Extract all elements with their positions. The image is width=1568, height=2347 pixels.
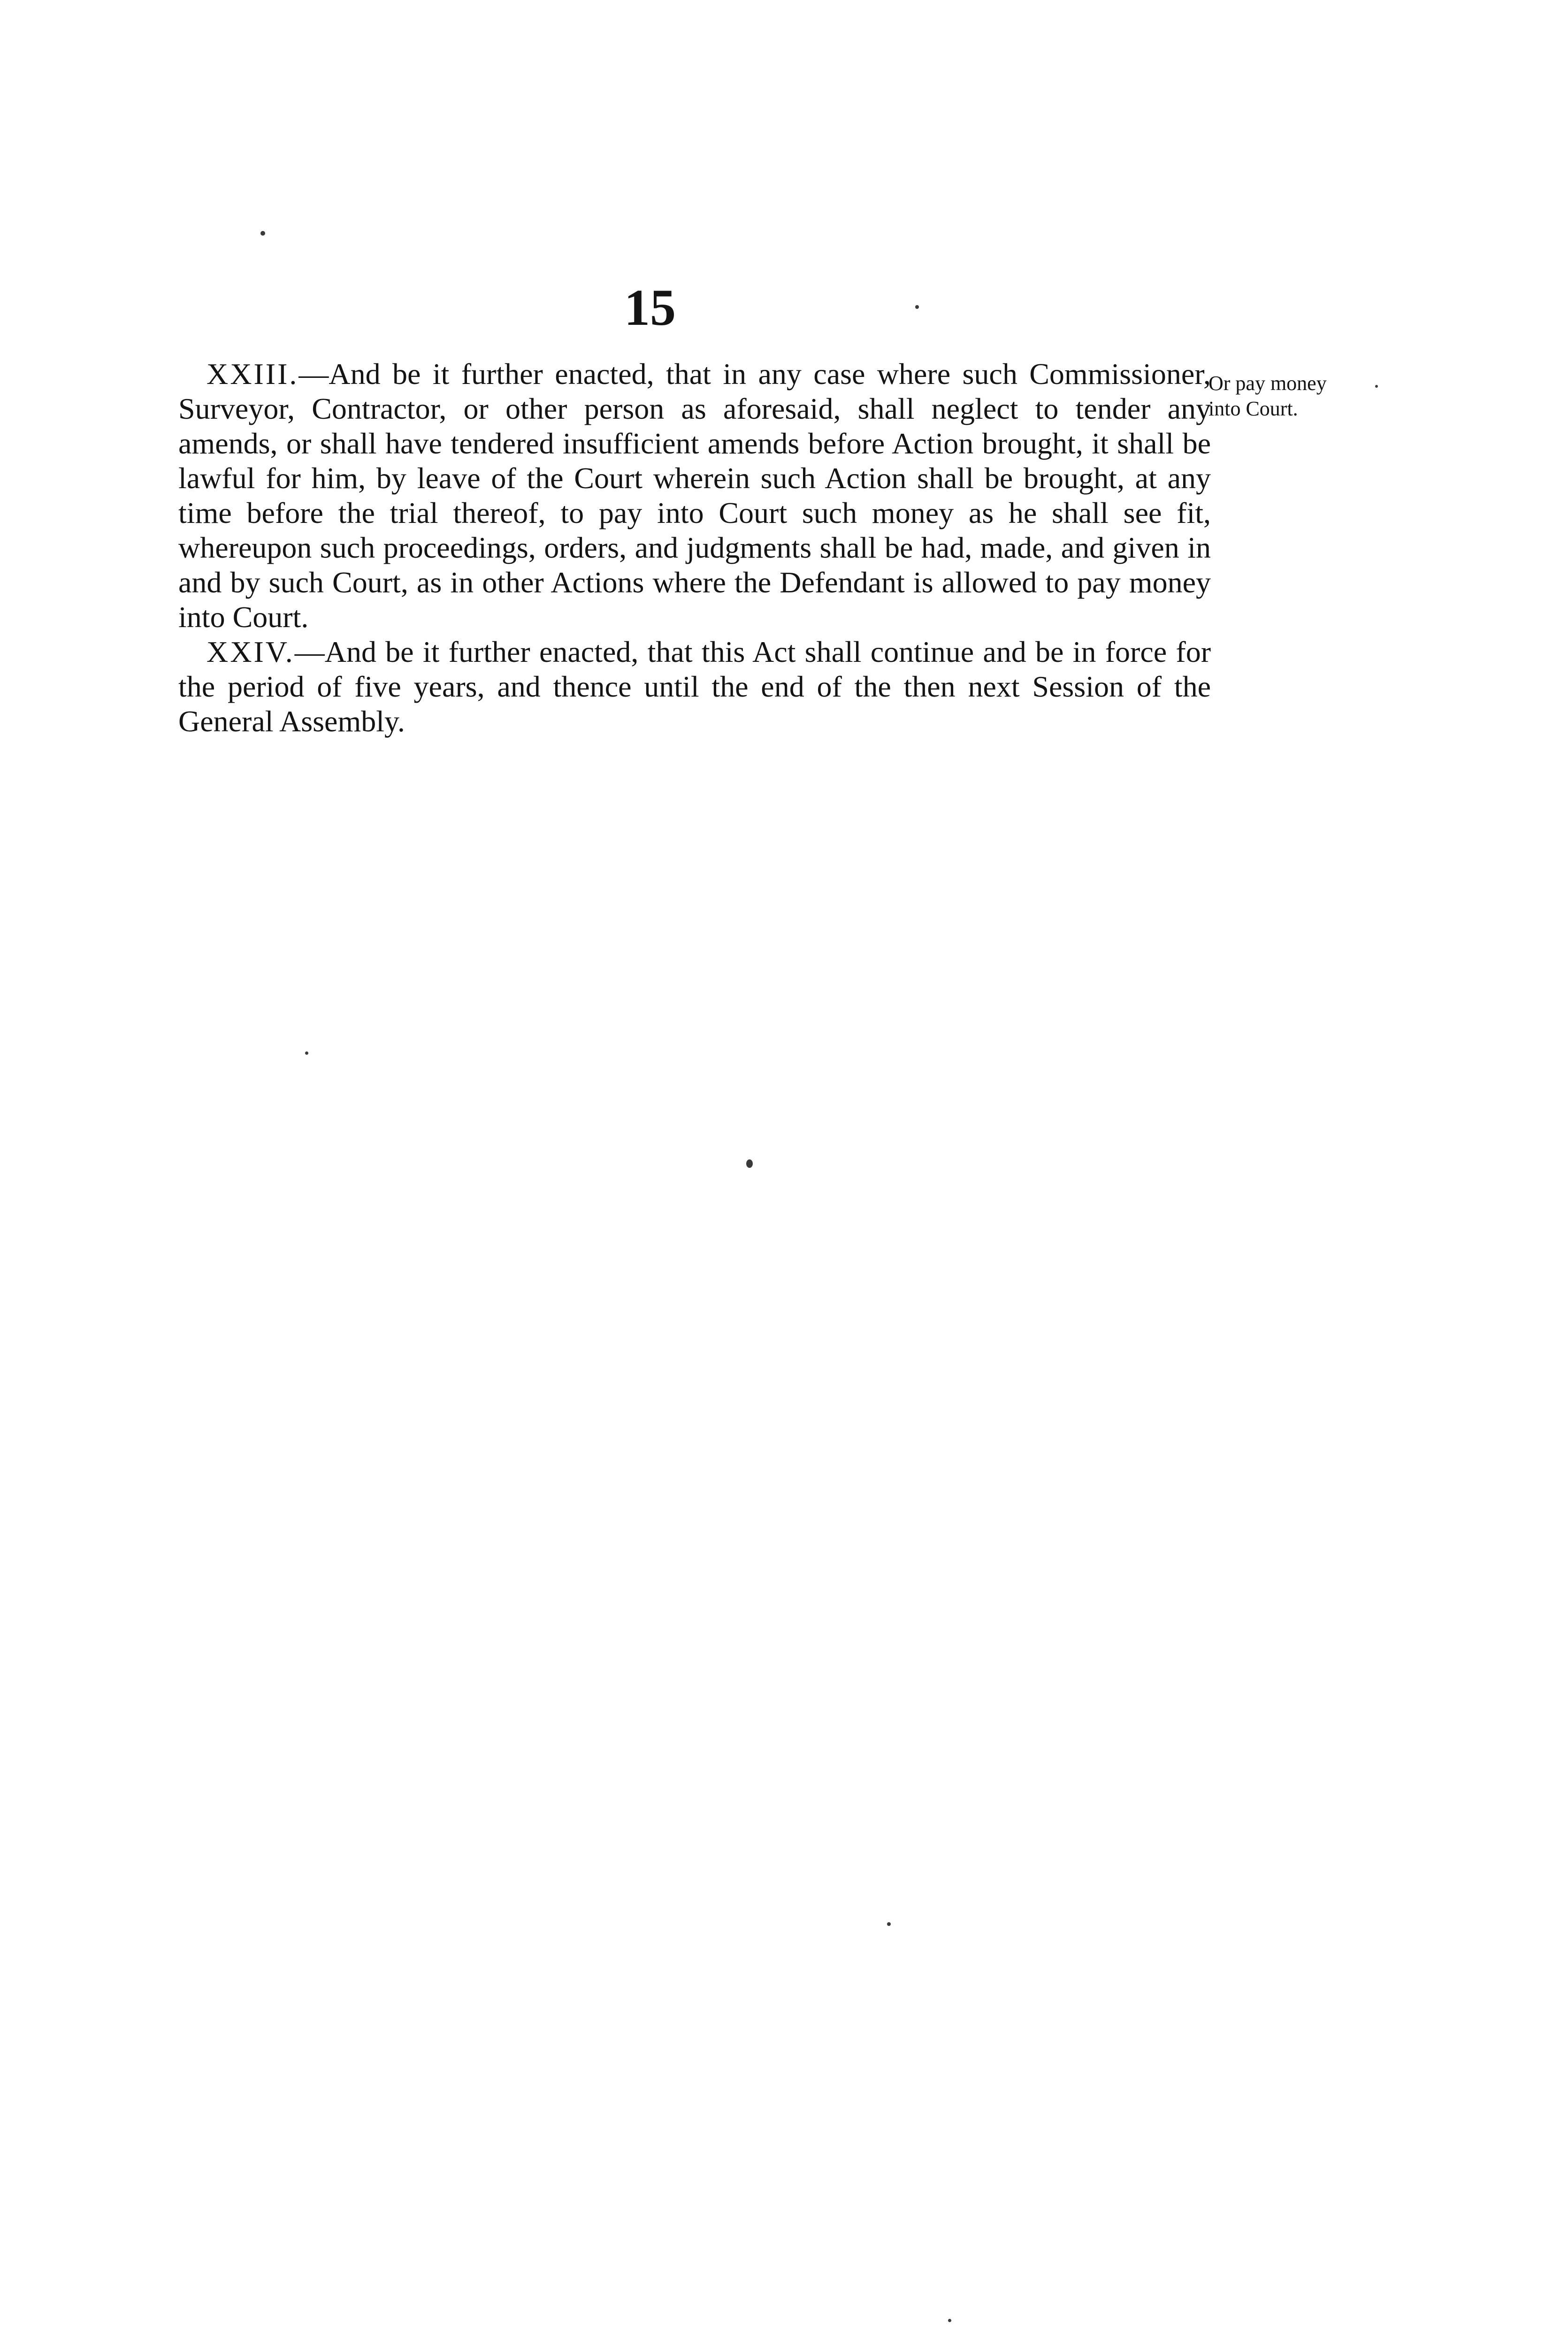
section-text: —And be it further enacted, that this Act shall continue and be in force for the period of five years, and thence until the end of the then next Session of the General Assembly. (178, 635, 1211, 738)
paper-speck (305, 1051, 308, 1055)
paper-speck (948, 2319, 951, 2322)
paper-speck (1375, 385, 1378, 388)
section-paragraph (178, 357, 1211, 635)
section-number: XXIII. (207, 357, 299, 391)
paper-speck (887, 1922, 891, 1926)
marginal-note: Or pay money into Court. (1209, 372, 1327, 420)
paper-speck (260, 231, 265, 236)
paper-speck (746, 1159, 753, 1168)
section-text: —And be it further enacted, that in any case where such Commissioner, Surveyor, Contractor, or other person as aforesaid, shall neglect to tender any amends, or shall have tendered insufficient amends before Action brought, it shall be lawful for him, by leave of the Court wherein such Action shall be brought, at any time before the trial thereof, to pay into Court such money as he shall see fit, whereupon such proceedings, orders, and judgments shall be had, made, and given in and by such Court, as in other Actions where the Defendant is allowed to pay money into Court. (178, 357, 1211, 634)
document-body (178, 357, 1211, 739)
section-number: XXIV. (207, 635, 295, 668)
section-paragraph (178, 635, 1211, 739)
page-number: 15 (624, 279, 676, 336)
paper-speck (915, 305, 919, 309)
